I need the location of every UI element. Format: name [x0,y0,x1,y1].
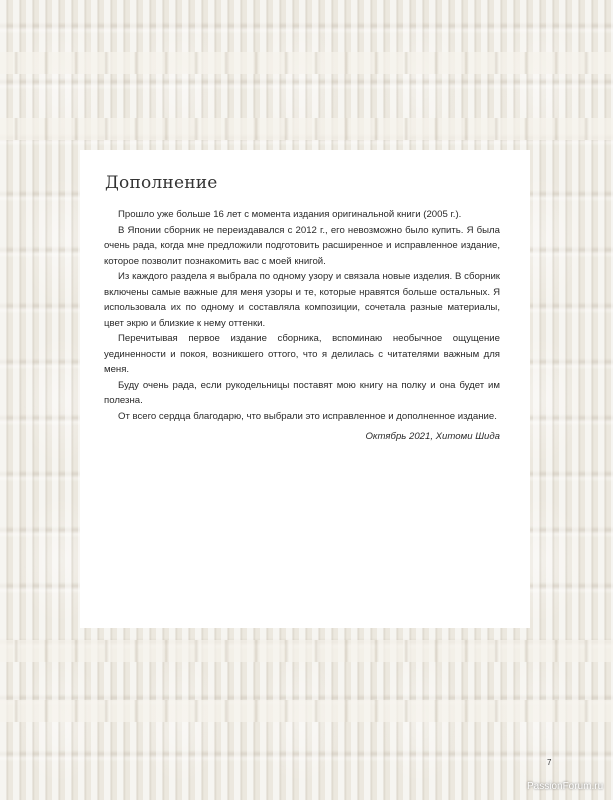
page-number: 7 [547,758,552,767]
paragraph-4: Перечитывая первое издание сборника, вспоминаю необычное ощущение уединенности и покоя, возникшего оттого, что я делилась с читателями важным для меня. [104,333,500,375]
paragraph-5: Буду очень рада, если рукодельницы поставят мою книгу на полку и она будет им полезна. [104,379,500,406]
knit-texture-band-lower [0,700,613,722]
text-panel [80,150,530,628]
watermark: PassionForum.ru [527,781,604,792]
paragraph-1: Прошло уже больше 16 лет с момента издания оригинальной книги (2005 г.). [118,209,462,220]
knit-texture-band-bottom [0,640,613,662]
signature: Октябрь 2021, Хитоми Шида [365,431,500,442]
body-text [104,207,500,424]
knit-texture-band-middle [0,52,613,74]
page-heading: Дополнение [105,173,218,193]
paragraph-2: В Японии сборник не переиздавался с 2012 г., его невозможно было купить. Я была очень рада, когда мне предложили подготовить расширенное и исправленное издание, которое позволит познакомить вас с моей книгой. [104,224,500,267]
knit-texture-band-top [0,118,613,140]
paragraph-3: Из каждого раздела я выбрала по одному узору и связала новые изделия. В сборник включены самые важные для меня узоры и те, которые нравятся больше остальных. Я использовала их по одному и составляла композиции, сочетала разные материалы, цвет экрю и близкие к нему оттенки. [104,271,500,329]
paragraph-6: От всего сердца благодарю, что выбрали это исправленное и дополненное издание. [118,410,497,422]
